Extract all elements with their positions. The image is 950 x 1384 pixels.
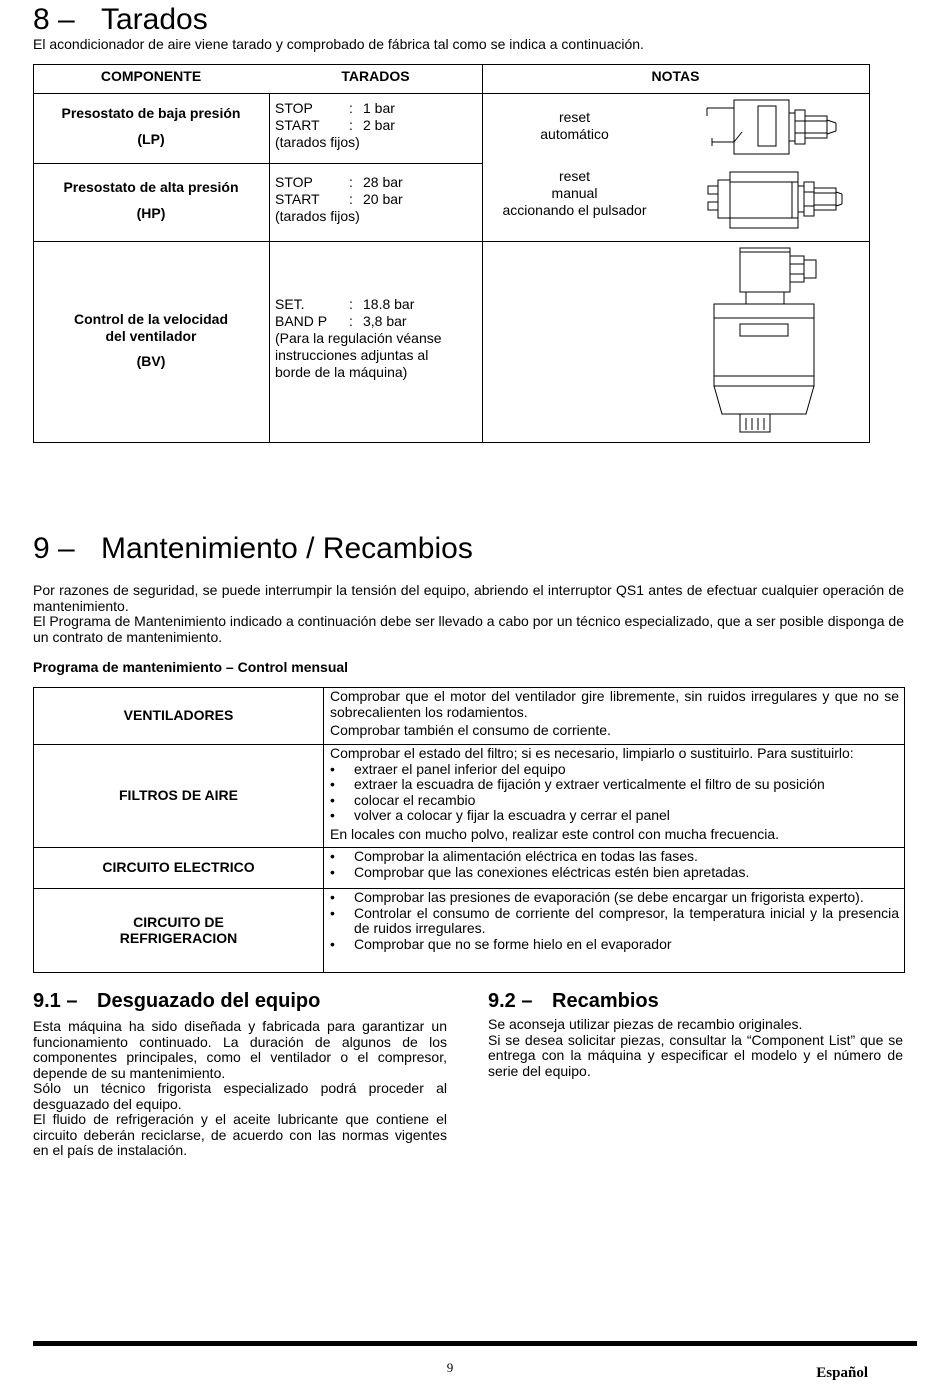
lp-settings: STOP : 1 bar START : 2 bar (tarados fijos) <box>275 100 395 150</box>
hp-component-code: (HP) <box>136 205 166 221</box>
footer-language: Español <box>816 1365 868 1381</box>
footer-rule <box>33 1341 917 1346</box>
maintenance-table <box>33 687 905 973</box>
list-item: • Comprobar que no se forme hielo en el evaporador <box>330 935 672 952</box>
hp-settings: STOP : 28 bar START : 20 bar (tarados fijos) <box>275 174 403 224</box>
bv-component-code: (BV) <box>136 353 166 369</box>
lp-component-name: Presostato de baja presión <box>61 105 241 121</box>
row-label: FILTROS DE AIRE <box>34 745 324 848</box>
list-item: • extraer el panel inferior del equipo <box>330 760 566 777</box>
low-pressure-switch-icon <box>700 96 850 158</box>
list-item: • Comprobar la alimentación eléctrica en todas las fases. <box>330 848 698 864</box>
section-title: Mantenimiento / Recambios <box>101 532 473 565</box>
row-description <box>324 848 905 889</box>
section-number: 9.1 – <box>33 990 78 1012</box>
list-item: • Comprobar las presiones de evaporación (se debe encargar un frigorista experto). <box>330 889 864 905</box>
row-label: VENTILADORES <box>34 688 324 745</box>
list-item: • colocar el recambio <box>330 791 476 808</box>
high-pressure-switch-icon <box>700 166 850 238</box>
bv-component-name: Control de la velocidad del ventilador <box>73 311 229 344</box>
section-9-2-heading <box>488 990 659 1013</box>
lp-component-code: (LP) <box>137 131 165 147</box>
row-label: CIRCUITO DE REFRIGERACION <box>34 889 324 973</box>
table-row <box>34 889 905 973</box>
fan-speed-controller-icon <box>700 244 840 436</box>
section-8-heading <box>33 3 208 37</box>
row-description: Comprobar el estado del filtro; si es necesario, limpiarlo o sustituirlo. Para sustituirlo: • extraer el panel inferior del equipo • extraer la escuadra de fijación y extraer verticalmente el filtro de su posición • colocar el recambio • volver a colocar y fijar la escuadra y cerrar el panel En locales con mucho polvo, realizar este control con mucha frecuencia. <box>324 745 905 848</box>
section-title: Recambios <box>552 990 659 1012</box>
table-row <box>34 848 905 889</box>
section-9-1-heading <box>33 990 320 1013</box>
bv-settings: SET. : 18.8 bar BAND P : 3,8 bar (Para la regulación véanse instrucciones adjuntas al borde de la máquina) <box>275 296 442 380</box>
section-9-1-body: Esta máquina ha sido diseñada y fabricada para garantizar un funcionamiento continuado. La duración de algunos de los componentes principales, como el ventilador o el compresor, depende de su mantenimiento. Sólo un técnico frigorista especializado podrá proceder al desguazado del equipo. El fluido de refrigeración y el aceite lubricante que contiene el circuito deberán reciclarse, de acuerdo con las normas vigentes en el país de instalación. <box>33 1018 447 1158</box>
list-item: • volver a colocar y fijar la escuadra y cerrar el panel <box>330 807 670 824</box>
list-item: • Comprobar que las conexiones eléctricas estén bien apretadas. <box>330 863 750 880</box>
hp-component-name: Presostato de alta presión <box>63 179 239 195</box>
section-title: Tarados <box>101 3 208 36</box>
table-row <box>34 745 905 848</box>
list-item: • Controlar el consumo de corriente del compresor, la temperatura inicial y la presencia de ruidos irregulares. <box>330 904 899 937</box>
row-label: CIRCUITO ELECTRICO <box>34 848 324 889</box>
maintenance-program-title: Programa de mantenimiento – Control mensual <box>33 659 349 675</box>
section-number: 9.2 – <box>488 990 533 1012</box>
list-item: • extraer la escuadra de fijación y extraer verticalmente el filtro de su posición <box>330 776 825 793</box>
section-9-paragraph-1: Por razones de seguridad, se puede interrumpir la tensión del equipo, abriendo el interruptor QS1 antes de efectuar cualquier operación de mantenimiento. <box>33 582 904 614</box>
section-8-intro: El acondicionador de aire viene tarado y comprobado de fábrica tal como se indica a continuación. <box>33 36 644 52</box>
row-description: Comprobar que el motor del ventilador gire libremente, sin ruidos irregulares y que no se sobrecalienten los rodamientos. Comprobar también el consumo de corriente. <box>324 688 905 745</box>
section-9-heading <box>33 532 473 566</box>
section-number: 9 – <box>33 532 75 565</box>
header-notas: NOTAS <box>651 68 700 84</box>
row-description <box>324 889 905 973</box>
table-row <box>34 688 905 745</box>
hp-notes: reset manual accionando el pulsador <box>502 168 647 218</box>
header-tarados: TARADOS <box>341 68 410 84</box>
page-number: 9 <box>446 1360 454 1375</box>
section-9-2-body: Se aconseja utilizar piezas de recambio originales. Si se desea solicitar piezas, consultar la “Component List” que se entrega con la máquina y especificar el modelo y el número de serie del equipo. <box>488 1016 903 1079</box>
lp-notes: reset automático <box>540 109 609 142</box>
section-title: Desguazado del equipo <box>97 990 321 1012</box>
header-componente: COMPONENTE <box>100 68 202 84</box>
section-number: 8 – <box>33 3 75 36</box>
section-9-paragraph-2: El Programa de Mantenimiento indicado a continuación debe ser llevado a cabo por un técnico especializado, que a ser posible disponga de un contrato de mantenimiento. <box>33 613 904 645</box>
